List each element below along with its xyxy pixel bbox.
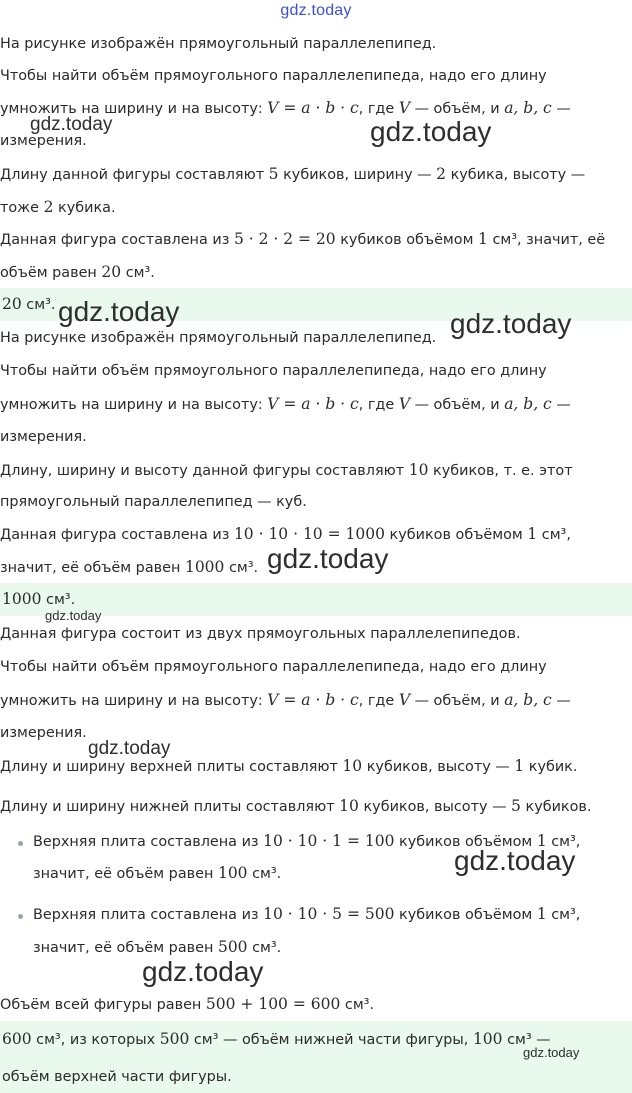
s3-line-3: умножить на ширину и на высоту: V = a · b · c, где V — объём, и a, b, c — <box>0 691 571 709</box>
site-header[interactable]: gdz.today <box>280 2 352 19</box>
watermark: gdz.today <box>450 308 572 339</box>
s1-line-7: Данная фигура составлена из 5 · 2 · 2 = 20 кубиков объёмом 1 см³, значит, её <box>0 230 606 248</box>
s3-line-4: измерения. <box>0 725 87 741</box>
s1-line-3: умножить на ширину и на высоту: V = a · b · c, где V — объём, и a, b, c — <box>0 99 571 117</box>
s1-line-5: Длину данной фигуры составляют 5 кубиков, ширину — 2 кубика, высоту — <box>0 165 586 183</box>
watermark: gdz.today <box>30 114 113 135</box>
s2-answer: 1000 см³. <box>2 590 76 608</box>
s1-answer: 20 см³. <box>2 295 56 313</box>
s1-line-8: объём равен 20 см³. <box>0 263 155 281</box>
s2-line-5: Длину, ширину и высоту данной фигуры составляют 10 кубиков, т. е. этот <box>0 461 573 479</box>
bullet-1-line-2: значит, её объём равен 100 см³. <box>33 864 282 882</box>
calculation: 10 · 10 · 10 = 1000 <box>233 525 385 543</box>
s3-answer-line-2: объём верхней части фигуры. <box>2 1069 232 1085</box>
watermark: gdz.today <box>370 116 492 147</box>
watermark: gdz.today <box>454 845 576 876</box>
bullet-dot <box>18 841 23 846</box>
bullet-dot <box>18 914 23 919</box>
watermark: gdz.today <box>523 1045 580 1060</box>
bullet-2-line-1: Верхняя плита составлена из 10 · 10 · 5 = 500 кубиков объёмом 1 см³, <box>33 905 581 923</box>
s2-line-7: Данная фигура составлена из 10 · 10 · 10 = 1000 кубиков объёмом 1 см³, <box>0 525 571 543</box>
calculation: 500 + 100 = 600 <box>205 995 341 1013</box>
watermark: gdz.today <box>58 296 180 327</box>
s1-line-1: На рисунке изображён прямоугольный параллелепипед. <box>0 36 437 52</box>
s3-line-1: Данная фигура состоит из двух прямоугольных параллелепипедов. <box>0 626 521 642</box>
s3-answer-line-1: 600 см³, из которых 500 см³ — объём нижней части фигуры, 100 см³ — <box>2 1030 551 1048</box>
s2-line-6: прямоугольный параллелепипед — куб. <box>0 494 307 510</box>
volume-formula: V = a · b · c <box>267 99 359 117</box>
watermark: gdz.today <box>142 956 264 987</box>
s3-line-5: Длину и ширину верхней плиты составляют 10 кубиков, высоту — 1 кубик. <box>0 757 578 775</box>
volume-formula: V = a · b · c <box>267 395 359 413</box>
s2-line-8: значит, её объём равен 1000 см³. <box>0 558 259 576</box>
s3-total: Объём всей фигуры равен 500 + 100 = 600 см³. <box>0 995 375 1013</box>
s1-line-4: измерения. <box>0 133 87 149</box>
s2-line-1: На рисунке изображён прямоугольный параллелепипед. <box>0 330 437 346</box>
calculation: 10 · 10 · 1 = 100 <box>263 832 395 850</box>
watermark: gdz.today <box>267 543 389 574</box>
s3-line-6: Длину и ширину нижней плиты составляют 10 кубиков, высоту — 5 кубиков. <box>0 797 592 815</box>
s2-line-4: измерения. <box>0 429 87 445</box>
s2-line-3: умножить на ширину и на высоту: V = a · b · c, где V — объём, и a, b, c — <box>0 395 571 413</box>
s3-line-2: Чтобы найти объём прямоугольного параллелепипеда, надо его длину <box>0 659 547 675</box>
volume-formula: V = a · b · c <box>267 691 359 709</box>
s2-line-2: Чтобы найти объём прямоугольного параллелепипеда, надо его длину <box>0 363 547 379</box>
watermark: gdz.today <box>88 738 171 759</box>
calculation: 10 · 10 · 5 = 500 <box>263 905 395 923</box>
bullet-1-line-1: Верхняя плита составлена из 10 · 10 · 1 = 100 кубиков объёмом 1 см³, <box>33 832 581 850</box>
watermark: gdz.today <box>45 608 102 623</box>
calculation: 5 · 2 · 2 = 20 <box>233 230 336 248</box>
s1-line-6: тоже 2 кубика. <box>0 198 116 216</box>
bullet-2-line-2: значит, её объём равен 500 см³. <box>33 938 282 956</box>
s1-line-2: Чтобы найти объём прямоугольного параллелепипеда, надо его длину <box>0 68 547 84</box>
